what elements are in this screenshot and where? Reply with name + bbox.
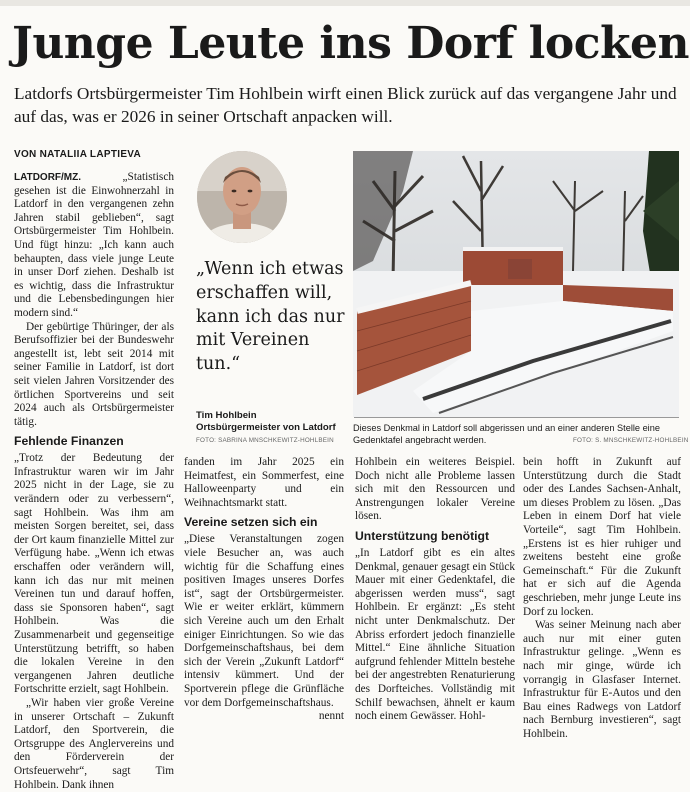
col2-tail: nennt xyxy=(318,710,344,723)
photo-caption-rule xyxy=(354,417,679,418)
photo-caption: Dieses Denkmal in Latdorf soll abgerissen und an einer anderen Stelle eine Gedenktafel angebracht werden. xyxy=(353,423,660,445)
article-deck: Latdorfs Ortsbürgermeister Tim Hohlbein wirft einen Blick zurück auf das vergangene Jahr und auf das, was er 2026 in seiner Ortschaft anpacken will. xyxy=(14,84,677,126)
col1-paragraph-2: Der gebürtige Thüringer, der als Berufsoffizier bei der Bundeswehr angestellt ist, lebt seit 2014 mit seiner Familie in Latdorf, ist dort seit vielen Jahren Vorsitzender des örtlichen Sportvereins und seit 2024 auch als Ortsbürgermeister tätig. xyxy=(14,320,174,428)
col1-paragraph-1 xyxy=(14,171,174,321)
column-1 xyxy=(14,171,174,792)
col2-paragraph-2: „Diese Veranstaltungen zogen viele Besucher an, was auch wichtig für die Schaffung eines positiven Images unseres Dorfes ist“, sagt der Ortsbürgermeister. Wie er weiter erklärt, kümmern sich Vereine auch um den Erhalt einiger Einrichtungen. So wie das Dorfgemeinschaftshaus, bei dem sich der Verein „Zukunft Latdorf“ intensiv kümmert. Und der Sportverein pflege die Grünfläche vor dem Dorfgemeinschaftshaus. xyxy=(184,533,344,709)
subhead-fehlende-finanzen: Fehlende Finanzen xyxy=(14,434,124,449)
page-top-border xyxy=(0,0,690,6)
quote-attribution xyxy=(196,410,356,434)
col2-paragraph-1: fanden im Jahr 2025 ein Heimatfest, ein Sommerfest, eine Halloweenparty und ein Weihnachtsmarkt statt. xyxy=(184,456,344,509)
dateline: LATDORF/MZ. xyxy=(14,172,82,183)
col1-paragraph-3: „Trotz der Bedeutung der Infrastruktur waren wir im Jahr 2025 nicht in der Lage, sie zu verändern oder zu verbessern“, sagt Hohlbein. Was ihm am meisten Sorgen bereitet, sei, dass der Ort kaum finanzielle Mittel zur Verfügung habe. „Wenn ich etwas erschaffen oder verändern will, kann ich das nur mit meinen Vereinen tun und darauf hoffen, dass sie Sponsoren haben“, sagt Hohlbein. Was die Zusammenarbeit und gegenseitige Unterstützung betrifft, so haben die lokalen Vereine in den vergangenen Jahren deutliche Fortschritte erzielt, sagt Hohlbein. xyxy=(14,452,174,696)
quote-role: Ortsbürgermeister von Latdorf xyxy=(196,422,336,433)
article-headline: Junge Leute ins Dorf locken xyxy=(12,18,689,69)
col3-paragraph-2: „In Latdorf gibt es ein altes Denkmal, genauer gesagt ein Stück Mauer mit einer Gedenktafel, die abgerissen werden muss“, sagt Hohlbein. Er ergänzt: „Es steht nicht unter Denkmalschutz. Der Abriss erfordert jedoch finanzielle Mittel.“ Eine ähnliche Situation aufgrund fehlender Mitteln bestehe bei der angestrebten Renaturierung des Dorfteiches. Vollständig mit Schilf bewachsen, ähnelt er kaum noch einem Gewässer. Hohl- xyxy=(355,546,515,723)
col1-paragraph-1-text: „Statistisch gesehen ist die Einwohnerzahl in Latdorf in den vergangenen zehn Jahren stabil geblieben“, sagt Ortsbürgermeister Tim Hohlbein. Und fügt hinzu: „Ich kann auch behaupten, dass viele junge Leute in unser Dorf ziehen. Deshalb ist es wichtig, dass die Infrastruktur und die Lebensbedingungen hier modern sind.“ xyxy=(14,171,174,319)
subhead-vereine-setzen-sich-ein: Vereine setzen sich ein xyxy=(184,515,318,530)
subhead-unterstuetzung-benoetigt: Unterstützung benötigt xyxy=(355,528,490,543)
column-4 xyxy=(523,456,681,741)
column-3 xyxy=(355,456,515,724)
col4-paragraph-2: Was seiner Meinung nach aber auch nur mit einer guten Infrastruktur gelinge. „Wenn es nach mir ginge, würde ich vorrangig in Glasfaser Internet. Infrastruktur für E-Autos und den Bau eines Radwegs von Latdorf nach Bernburg investieren“, sagt Hohlbein. xyxy=(523,619,681,740)
photo-credit: FOTO: S. MNSCHKEWITZ-HOHLBEIN xyxy=(573,437,689,444)
monument-photo xyxy=(353,151,679,417)
column-2 xyxy=(184,456,344,724)
col4-paragraph-1: bein hofft in Zukunft auf Unterstützung durch die Stadt oder des Landes Sachsen-Anhalt, um dieses Problem zu lösen. „Das Leben in einem Dorf hat viele Vorteile“, sagt Tim Hohlbein. „Erstens ist es hier ruhiger und zweitens besteht eine große Gemeinschaft.“ Für die Zukunft hat er sich auf die Agenda geschrieben, mehr junge Leute ins Dorf zu locken. xyxy=(523,456,681,618)
pull-quote: „Wenn ich etwas erschaffen will, kann ich das nur mit Vereinen tun.“ xyxy=(196,259,345,375)
portrait-credit: FOTO: SABRINA MNSCHKEWITZ-HOHLBEIN xyxy=(196,437,334,444)
col3-paragraph-1: Hohlbein ein weiteres Beispiel. Doch nicht alle Probleme lassen sich mit den Ressourcen und Anstrengungen lokaler Vereine lösen. xyxy=(355,456,515,523)
col1-paragraph-4: „Wir haben vier große Vereine in unserer Ortschaft – Zukunft Latdorf, den Sportverein, die Ortsgruppe des Anglervereins und den Förderverein der Ortsfeuerwehr“, sagt Tim Hohlbein. Dank ihnen xyxy=(14,696,174,791)
portrait-image xyxy=(197,151,287,243)
portrait-photo xyxy=(197,151,287,243)
article-byline: VON NATALIIA LAPTIEVA xyxy=(14,149,142,160)
quote-name: Tim Hohlbein xyxy=(196,410,257,421)
monument-image xyxy=(353,151,679,417)
